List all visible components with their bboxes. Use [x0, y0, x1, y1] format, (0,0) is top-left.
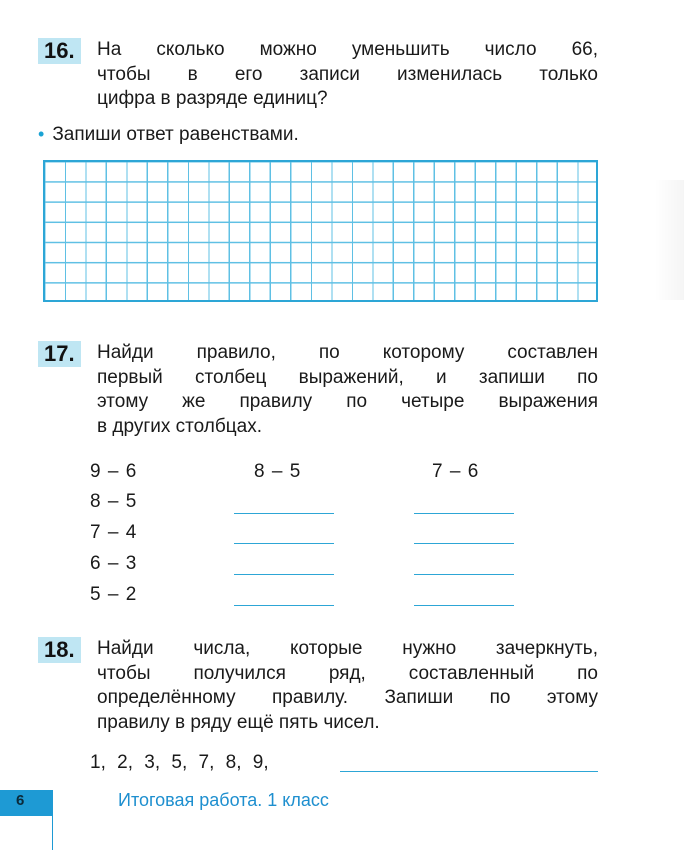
- column2-answer-line[interactable]: [234, 513, 334, 514]
- column2-header-expression: 8 – 5: [254, 461, 302, 482]
- task-17-text: [97, 341, 598, 439]
- column1-expression: 7 – 4: [90, 522, 138, 543]
- task-16-instruction-text: Запиши ответ равенствами.: [52, 124, 299, 145]
- task-17-line: этому же правилу по четыре выражения: [97, 391, 598, 412]
- task-18-text: [97, 637, 598, 735]
- number-sequence: 1, 2, 3, 5, 7, 8, 9,: [90, 752, 269, 773]
- task-16-line: цифра в разряде единиц?: [97, 88, 328, 109]
- task-16-line: чтобы в его записи изменилась только: [97, 63, 598, 85]
- footer-title: Итоговая работа. 1 класс: [118, 790, 329, 810]
- column3-answer-line[interactable]: [414, 543, 514, 544]
- column2-answer-line[interactable]: [234, 543, 334, 544]
- task-18-line: правилу в ряду ещё пять чисел.: [97, 711, 380, 733]
- task-17-line: Найди правило, по которому составлен: [97, 342, 598, 363]
- column3-answer-line[interactable]: [414, 574, 514, 575]
- column1-expression: 9 – 6: [90, 461, 138, 482]
- column2-answer-line[interactable]: [234, 605, 334, 606]
- task-16-number: 16.: [38, 38, 81, 64]
- task-17-line: первый столбец выражений, и запиши по: [97, 366, 598, 388]
- answer-grid[interactable]: [43, 160, 598, 302]
- column3-header-expression: 7 – 6: [432, 461, 480, 482]
- column2-answer-line[interactable]: [234, 574, 334, 575]
- task-16-line: На сколько можно уменьшить число 66,: [97, 39, 598, 60]
- task-18-line: чтобы получился ряд, составленный по: [97, 662, 598, 684]
- bullet-icon: •: [38, 124, 45, 144]
- task-17-line: в других столбцах.: [97, 415, 262, 437]
- task-16-instruction: [38, 124, 299, 146]
- column1-expression: 6 – 3: [90, 553, 138, 574]
- column1-expression: 8 – 5: [90, 491, 138, 512]
- page-number-tab: [0, 790, 52, 816]
- task-18-line: Найди числа, которые нужно зачеркнуть,: [97, 638, 598, 659]
- task-18-number: 18.: [38, 637, 81, 663]
- task-17-number: 17.: [38, 341, 81, 367]
- column3-answer-line[interactable]: [414, 513, 514, 514]
- page-margin-rule: [52, 790, 53, 850]
- task-18-line: определённому правилу. Запиши по этому: [97, 687, 598, 708]
- page-edge-shade: [654, 180, 684, 300]
- sequence-answer-line[interactable]: [340, 771, 598, 772]
- task-16-text: [97, 38, 598, 112]
- column3-answer-line[interactable]: [414, 605, 514, 606]
- page-number: 6: [16, 792, 25, 809]
- column1-expression: 5 – 2: [90, 584, 138, 605]
